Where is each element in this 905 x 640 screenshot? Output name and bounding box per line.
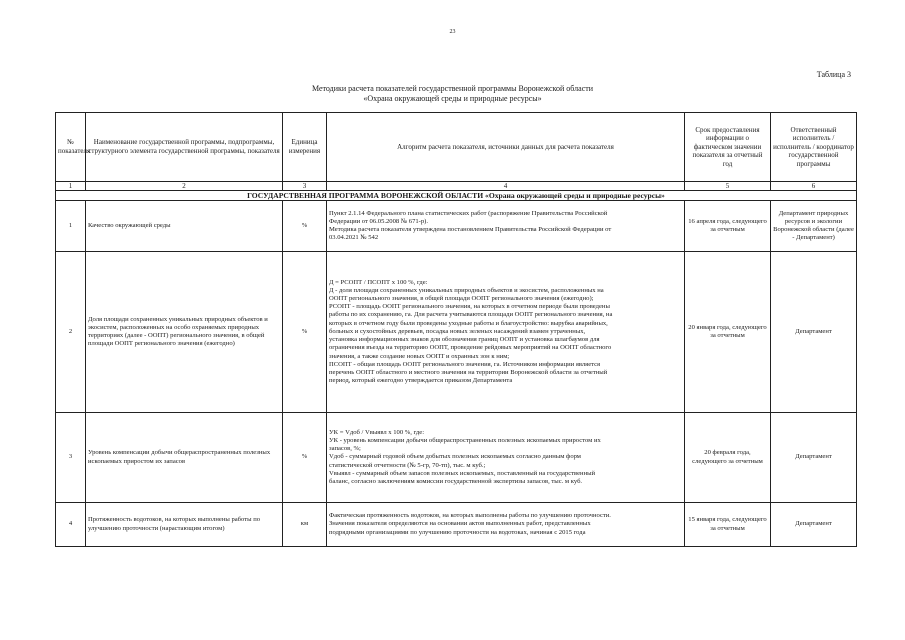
row-number: 2 bbox=[56, 252, 86, 413]
algorithm-line: ООПТ регионального значения, в общей площади ООПТ регионального значения (ежегодно); bbox=[329, 295, 594, 303]
header-algorithm: Алгоритм расчета показателя, источники данных для расчета показателя bbox=[327, 113, 685, 182]
indicator-algorithm bbox=[327, 413, 685, 503]
algorithm-line: подрядными организациями по улучшению проточности на водотоках, начиная с 2015 года bbox=[329, 528, 586, 536]
section-row bbox=[56, 191, 857, 201]
indicator-name: Уровень компенсации добычи общераспространенных полезных ископаемых приростом их запасов bbox=[86, 413, 283, 503]
algorithm-line: перечень ООПТ областного и местного значения на территории Воронежской области за отчетный bbox=[329, 368, 608, 376]
row-number: 3 bbox=[56, 413, 86, 503]
algorithm-line: УК = Vдоб / Vвыявл x 100 %, где: bbox=[329, 428, 425, 436]
column-number: 5 bbox=[685, 182, 771, 191]
indicator-algorithm bbox=[327, 252, 685, 413]
indicator-responsible: Департамент bbox=[771, 503, 857, 547]
indicator-algorithm bbox=[327, 503, 685, 547]
header-unit: Единица измерения bbox=[283, 113, 327, 182]
algorithm-line: Д - доля площади сохраненных уникальных природных объектов и экосистем, расположенных на bbox=[329, 286, 604, 294]
indicator-algorithm bbox=[327, 201, 685, 252]
indicator-unit: % bbox=[283, 413, 327, 503]
indicator-responsible: Департамент bbox=[771, 413, 857, 503]
algorithm-line: больных и сухостойных деревьев, посадка новых зеленых насаждений взамен утраченных, bbox=[329, 327, 586, 335]
column-number: 3 bbox=[283, 182, 327, 191]
column-numbers-row bbox=[56, 182, 857, 191]
algorithm-line: период, который ежегодно утверждается приказом Департамента bbox=[329, 377, 513, 385]
section-title: ГОСУДАРСТВЕННАЯ ПРОГРАММА ВОРОНЕЖСКОЙ ОБЛАСТИ «Охрана окружающей среды и природные ресурсы» bbox=[56, 191, 857, 201]
algorithm-line: которых в отчетном году были проведены уходные работы и благоустройство: вырубка аварийных, bbox=[329, 319, 608, 327]
indicator-unit: км bbox=[283, 503, 327, 547]
indicator-name: Качество окружающей среды bbox=[86, 201, 283, 252]
row-number: 1 bbox=[56, 201, 86, 252]
table-row bbox=[56, 252, 857, 413]
indicator-name: Доля площади сохраненных уникальных природных объектов и экосистем, расположенных на особо охраняемых природных территориях (далее - ООПТ) регионального значения, в общей площади ООПТ регионального значения (ежегодно) bbox=[86, 252, 283, 413]
algorithm-line: УК - уровень компенсации добычи общераспространенных полезных ископаемых приростом их bbox=[329, 436, 601, 444]
algorithm-line: Д = РСОПТ / ПСОПТ x 100 %, где: bbox=[329, 278, 428, 286]
algorithm-line: Vдоб - суммарный годовой объем добытых полезных ископаемых согласно данным форм bbox=[329, 453, 581, 461]
table-row bbox=[56, 503, 857, 547]
indicator-deadline: 20 февраля года, следующего за отчетным bbox=[685, 413, 771, 503]
algorithm-line: баланс, согласно заключениям комиссии государственной экспертизы запасов, тыс. м куб. bbox=[329, 478, 583, 485]
header-row bbox=[56, 113, 857, 182]
algorithm-line: значения, а также создание новых ООПТ и охранных зон к ним; bbox=[329, 352, 510, 360]
algorithm-line: установка информационных знаков для обозначения границ ООПТ и установка шлагбаумов для bbox=[329, 336, 600, 344]
algorithm-line: ПСОПТ - общая площадь ООПТ регионального значения, га. Источником информации является bbox=[329, 360, 601, 368]
indicator-deadline: 20 января года, следующего за отчетным bbox=[685, 252, 771, 413]
algorithm-line: 03.04.2021 № 542 bbox=[329, 234, 379, 242]
document-title-line-1: Методики расчета показателей государственной программы Воронежской области bbox=[311, 84, 594, 93]
column-number: 6 bbox=[771, 182, 857, 191]
algorithm-line: ограничения въезда на территорию ООПТ, проведение рейдовых мероприятий на ООПТ областного bbox=[329, 344, 612, 352]
algorithm-line: статистической отчетности (№ 5-гр, 70-тп), тыс. м куб.; bbox=[329, 461, 486, 469]
algorithm-line: РСОПТ - площадь ООПТ регионального значения, на которых в отчетном периоде были проведены bbox=[329, 303, 610, 311]
algorithm-line: запасов, %; bbox=[329, 445, 361, 453]
header-indicator-number: № показателя bbox=[56, 113, 86, 182]
header-responsible: Ответственный исполнитель / исполнитель / координатор государственной программы bbox=[771, 113, 857, 182]
column-number: 1 bbox=[56, 182, 86, 191]
column-number: 4 bbox=[327, 182, 685, 191]
algorithm-line: Vвыявл - суммарный объем запасов полезных ископаемых, поставленный на государственный bbox=[329, 469, 596, 477]
row-number: 4 bbox=[56, 503, 86, 547]
algorithm-line: Значения показателя определяются на основании актов выполненных работ, представленных bbox=[329, 520, 591, 528]
algorithm-line: Федерации от 06.05.2008 № 671-р). bbox=[329, 217, 429, 225]
table-label: Таблица 3 bbox=[816, 70, 851, 79]
indicator-responsible: Департамент природных ресурсов и экологии Воронежской области (далее - Департамент) bbox=[771, 201, 857, 252]
table-row bbox=[56, 201, 857, 252]
indicators-table bbox=[55, 112, 857, 547]
page-number: 23 bbox=[449, 29, 456, 35]
header-deadline: Срок предоставления информации о фактическом значении показателя за отчетный год bbox=[685, 113, 771, 182]
algorithm-line: Фактическая протяженность водотоков, на которых выполнены работы по улучшению проточности. bbox=[329, 512, 611, 520]
algorithm-line: Методика расчета показателя утверждена постановлением Правительства Российской Федерации от bbox=[329, 226, 612, 233]
document-title-line-2: «Охрана окружающей среды и природные ресурсы» bbox=[363, 94, 542, 103]
indicator-unit: % bbox=[283, 201, 327, 252]
header-indicator-name: Наименование государственной программы, подпрограммы, структурного элемента государственной программы, показателя bbox=[86, 113, 283, 182]
indicator-deadline: 15 января года, следующего за отчетным bbox=[685, 503, 771, 547]
algorithm-line: Пункт 2.1.14 Федерального плана статистических работ (распоряжение Правительства Российской bbox=[329, 209, 608, 217]
column-number: 2 bbox=[86, 182, 283, 191]
algorithm-line: работы по их сохранению, га. Для расчета учитываются площади ООПТ регионального значения, на bbox=[329, 311, 613, 319]
document-title bbox=[0, 84, 905, 104]
table-row bbox=[56, 413, 857, 503]
indicator-name: Протяженность водотоков, на которых выполнены работы по улучшению проточности (нарастающим итогом) bbox=[86, 503, 283, 547]
indicator-deadline: 16 апреля года, следующего за отчетным bbox=[685, 201, 771, 252]
indicator-responsible: Департамент bbox=[771, 252, 857, 413]
indicator-unit: % bbox=[283, 252, 327, 413]
